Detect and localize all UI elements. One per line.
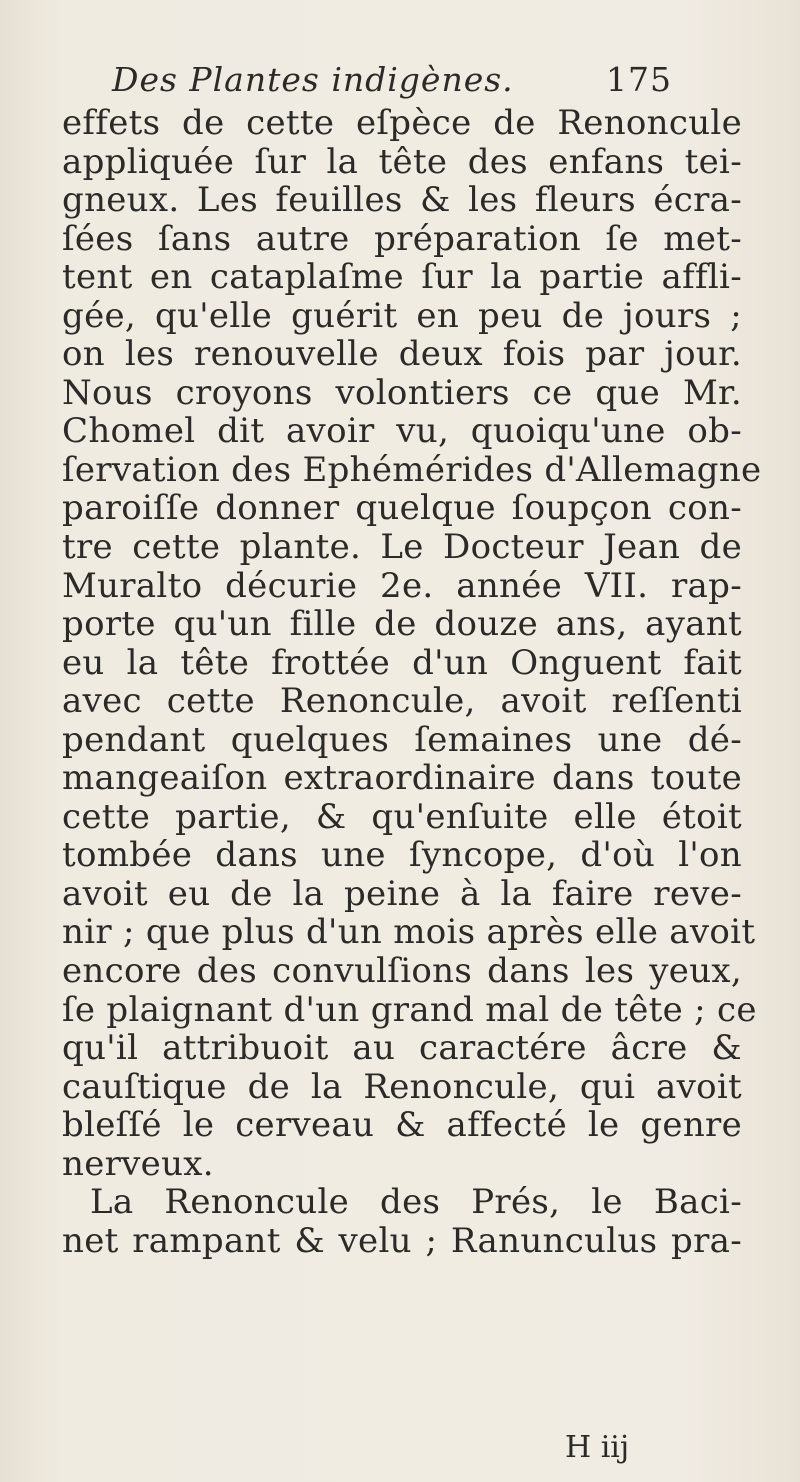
text-line: ſervation des Ephémérides d'Allemagne (62, 449, 762, 490)
text-line: La Renoncule des Prés, le Baci- (90, 1182, 742, 1223)
body-text (62, 103, 762, 1261)
text-line: appliquée ſur la tête des enfans tei- (62, 141, 742, 182)
text-line: gée, qu'elle guérit en peu de jours ; (62, 295, 742, 336)
signature-mark: H iij (565, 1430, 630, 1465)
text-line: pendant quelques ſemaines une dé- (62, 719, 742, 760)
text-line: porte qu'un fille de douze ans, ayant (62, 604, 742, 645)
text-line: bleſſé le cerveau & affecté le genre (62, 1105, 742, 1146)
text-line: eu la tête frottée d'un Onguent fait (62, 642, 742, 683)
text-line: paroiſſe donner quelque ſoupçon con- (62, 488, 742, 529)
text-line: effets de cette eſpèce de Renoncule (62, 103, 742, 143)
text-line: Nous croyons volontiers ce que Mr. (62, 372, 742, 413)
text-line: ſe plaignant d'un grand mal de tête ; ce (62, 989, 757, 1030)
text-line: avoit eu de la peine à la faire reve- (62, 873, 742, 914)
text-line: tombée dans une ſyncope, d'où l'on (62, 835, 742, 876)
page-number: 175 (606, 60, 672, 99)
text-line: Muralto décurie 2e. année VII. rap- (62, 565, 742, 606)
text-line: cauſtique de la Renoncule, qui avoit (62, 1066, 742, 1107)
text-line: mangeaiſon extraordinaire dans toute (62, 758, 742, 799)
text-line: avec cette Renoncule, avoit reſſenti (62, 681, 742, 722)
text-line: tent en cataplaſme ſur la partie affli- (62, 257, 742, 298)
text-line: nerveux. (62, 1143, 214, 1184)
running-title: Des Plantes indigènes. (112, 60, 514, 99)
text-line: qu'il attribuoit au caractére âcre & (62, 1028, 742, 1069)
text-line: Chomel dit avoir vu, quoiqu'une ob- (62, 411, 742, 452)
text-line: tre cette plante. Le Docteur Jean de (62, 527, 742, 568)
text-line: ſées ſans autre préparation ſe met- (62, 218, 742, 259)
text-line: cette partie, & qu'enſuite elle étoit (62, 796, 742, 837)
text-line: gneux. Les feuilles & les fleurs écra- (62, 180, 742, 221)
text-line: on les renouvelle deux fois par jour. (62, 334, 742, 375)
text-line: encore des convulſions dans les yeux, (62, 951, 742, 992)
text-line: net rampant & velu ; Ranunculus pra- (62, 1220, 742, 1261)
text-line: nir ; que plus d'un mois après elle avoit (62, 912, 756, 953)
